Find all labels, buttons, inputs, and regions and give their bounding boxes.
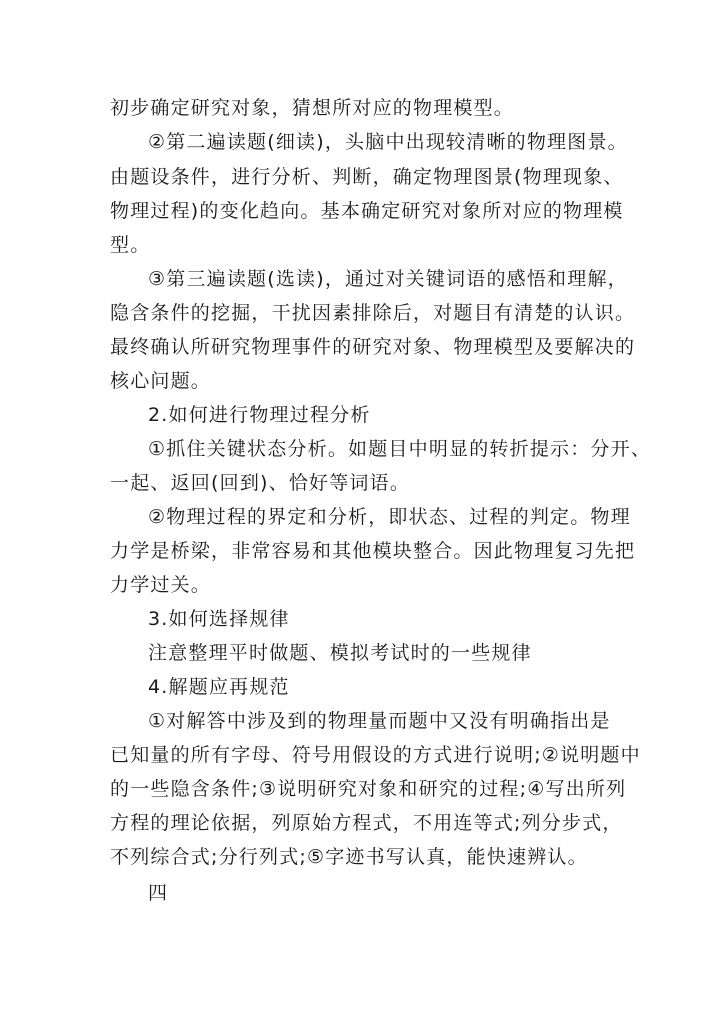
text-line: 核心问题。 (110, 370, 212, 392)
paragraph-standards: ①对解答中涉及到的物理量而题中又没有明确指出是 (148, 710, 611, 732)
section-heading-4: 4.解题应再规范 (148, 676, 290, 698)
text-line: 型。 (110, 234, 151, 256)
text-line: 已知量的所有字母、符号用假设的方式进行说明;②说明题中 (110, 744, 641, 766)
text-line: 力学过关。 (110, 574, 212, 596)
section-heading-2: 2.如何进行物理过程分析 (148, 404, 371, 426)
paragraph-second-reading: ②第二遍读题(细读)，头脑中出现较清晰的物理图景。 (148, 131, 628, 153)
text-line: 方程的理论依据，列原始方程式，不用连等式;列分步式， (110, 812, 623, 834)
paragraph-third-reading: ③第三遍读题(选读)，通过对关键词语的感悟和理解， (148, 268, 628, 290)
section-heading-four: 四 (148, 882, 169, 904)
text-line: 的一些隐含条件;③说明研究对象和研究的过程;④写出所列 (110, 778, 627, 800)
text-line: 初步确定研究对象，猜想所对应的物理模型。 (110, 97, 515, 119)
text-line: 最终确认所研究物理事件的研究对象、物理模型及要解决的 (110, 336, 636, 358)
text-line: 不列综合式;分行列式;⑤字迹书写认真，能快速辨认。 (110, 846, 588, 868)
text-line: 一起、返回(回到)、恰好等词语。 (110, 472, 411, 494)
text-line: 物理过程)的变化趋向。基本确定研究对象所对应的物理模 (110, 200, 624, 222)
text-line: 由题设条件，进行分析、判断，确定物理图景(物理现象、 (110, 166, 624, 188)
paragraph-key-state: ①抓住关键状态分析。如题目中明显的转折提示：分开、 (148, 438, 652, 460)
text-line: 隐含条件的挖掘，干扰因素排除后，对题目有清楚的认识。 (110, 302, 636, 324)
paragraph-rules: 注意整理平时做题、模拟考试时的一些规律 (148, 642, 532, 664)
paragraph-process-definition: ②物理过程的界定和分析，即状态、过程的判定。物理 (148, 506, 631, 528)
text-line: 力学是桥梁，非常容易和其他模块整合。因此物理复习先把 (110, 540, 636, 562)
section-heading-3: 3.如何选择规律 (148, 608, 290, 630)
